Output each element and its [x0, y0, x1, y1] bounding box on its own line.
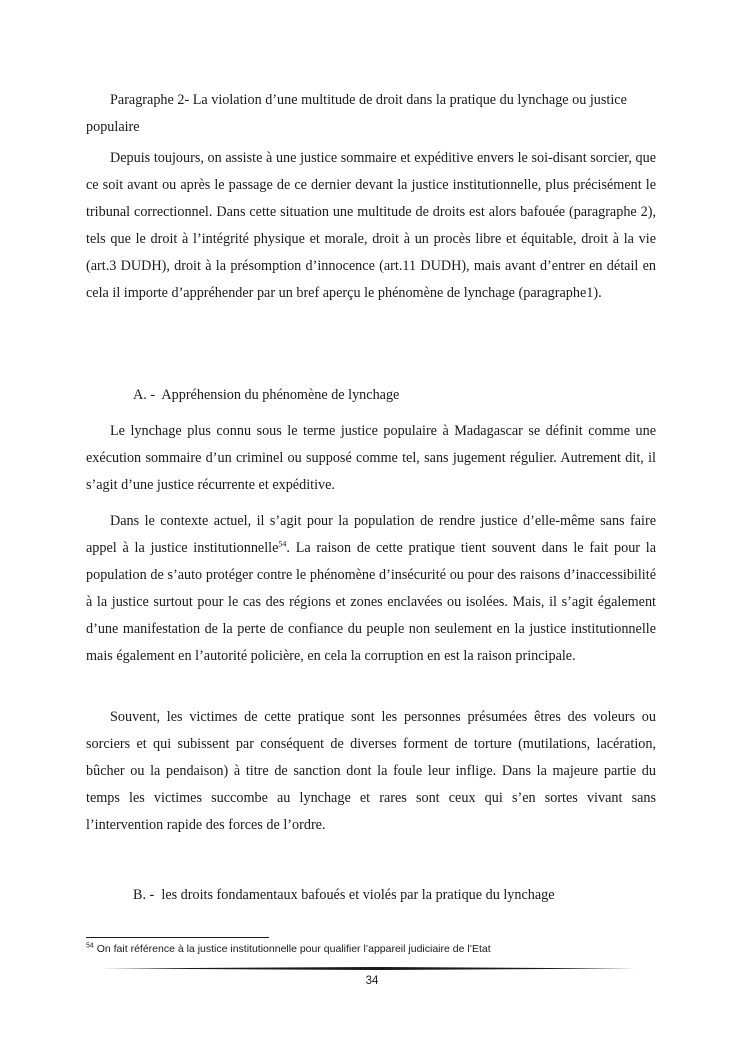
subsection-b-heading [133, 885, 555, 905]
page-number: 34 [365, 975, 379, 987]
subsection-b-title: les droits fondamentaux bafoués et violés par la pratique du lynchage [161, 887, 555, 903]
subsection-b-marker: B. - [133, 887, 155, 903]
intro-paragraph: Depuis toujours, on assiste à une justice sommaire et expéditive envers le soi-disant sorcier, que ce soit avant ou après le passage de ce dernier devant la justice institutionnelle, plus précisément le tribunal correctionnel. Dans cette situation une multitude de droits est alors bafouée (paragraphe 2), tels que le droit à l’intégrité physique et morale, droit à un procès libre et équitable, droit à la vie (art.3 DUDH), droit à la présomption d’innocence (art.11 DUDH), mais avant d’entrer en détail en cela il importe d’appréhender par un bref aperçu le phénomène de lynchage (paragraphe1). [86, 150, 656, 301]
paragraph-a3: Souvent, les victimes de cette pratique sont les personnes présumées êtres des voleurs ou sorciers et qui subissent par conséquent de diverses forment de torture (mutilations, lacération, bûcher ou la pendaison) à titre de sanction dont la foule leur inflige. Dans la majeure partie du temps les victimes succombe au lynchage et rares sont ceux qui s’en sortes vivant sans l’intervention rapide des forces de l’ordre. [86, 709, 656, 833]
section-title: Paragraphe 2- La violation d’une multitude de droit dans la pratique du lynchage ou justice populaire [86, 92, 627, 135]
page-footer-rule [100, 967, 646, 970]
paragraph-a2: Dans le contexte actuel, il s’agit pour la population de rendre justice d’elle-même sans faire appel à la justice institutionnelle$^{54}$. La raison de cette pratique tient souvent dans le fait pour la population de s’auto protéger contre le phénomène d’insécurité ou pour des raisons d’inaccessibilité à la justice surtout pour le cas des régions et zones enclavées ou isolées. Mais, il s’agit également d’une manifestation de la perte de confiance du peuple non seulement en la justice institutionnelle mais également en l’autorité policière, en cela la corruption en est la raison principale. [86, 513, 656, 664]
footnote-number: 54 [86, 942, 94, 950]
subsection-a-title: Appréhension du phénomène de lynchage [161, 387, 400, 403]
footnote-separator [86, 937, 269, 938]
paragraph-a1: Le lynchage plus connu sous le terme justice populaire à Madagascar se définit comme une exécution sommaire d’un criminel ou supposé comme tel, sans jugement régulier. Autrement dit, il s’agit d’une justice récurrente et expéditive. [86, 423, 656, 493]
subsection-a-heading [133, 385, 399, 405]
footnote [86, 941, 686, 957]
subsection-a-marker: A. - [133, 387, 156, 403]
footnote-reference[interactable]: 54 [278, 539, 287, 549]
footnote-text: On fait référence à la justice institutionnelle pour qualifier l’appareil judiciaire de l’Etat [96, 943, 491, 955]
